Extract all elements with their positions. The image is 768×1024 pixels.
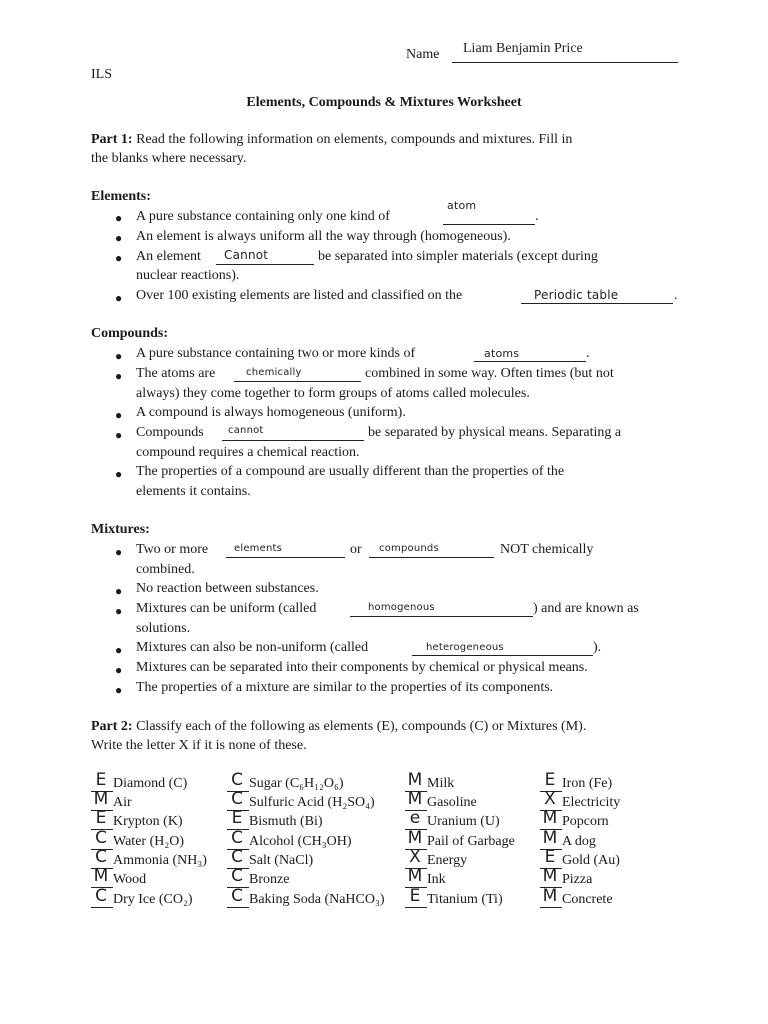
bullet: ● bbox=[115, 545, 123, 559]
blank-line bbox=[412, 655, 593, 656]
classify-item-label: Pail of Garbage bbox=[427, 834, 515, 849]
blank-line bbox=[222, 440, 364, 441]
handwritten-answer: X bbox=[544, 789, 556, 809]
mixtures-item-5: Mixtures can be separated into their components by chemical or physical means. bbox=[136, 660, 588, 675]
mixtures-item-6: The properties of a mixture are similar to the properties of its components. bbox=[136, 680, 554, 695]
part1-intro bbox=[91, 132, 572, 148]
part2-intro-line2: Write the letter X if it is none of these. bbox=[91, 738, 307, 753]
mixtures-item-4-post: ). bbox=[593, 640, 602, 655]
bullet: ● bbox=[115, 231, 123, 245]
classify-item-label: Titanium (Ti) bbox=[427, 892, 503, 907]
handwritten-answer: M bbox=[407, 828, 423, 848]
mixtures-item-3-post: ) and are known as bbox=[533, 601, 639, 616]
bullet: ● bbox=[115, 683, 123, 697]
bullet: ● bbox=[115, 211, 123, 225]
bullet: ● bbox=[115, 428, 123, 442]
blank-line bbox=[234, 381, 361, 382]
classify-item-label: Alcohol (CH₃OH) bbox=[249, 834, 352, 849]
handwritten-answer: C bbox=[231, 828, 243, 848]
compounds-item-2-pre: The atoms are bbox=[136, 366, 216, 381]
handwritten-answer: M bbox=[93, 789, 109, 809]
handwritten-answer: C bbox=[95, 847, 107, 867]
part1-text: Read the following information on elements, compounds and mixtures. Fill in bbox=[132, 132, 573, 147]
compounds-item-3: A compound is always homogeneous (uniform). bbox=[136, 405, 406, 420]
bullet: ● bbox=[115, 663, 123, 677]
handwritten-answer: E bbox=[95, 808, 107, 828]
elements-item-4-pre: Over 100 existing elements are listed and classified on the bbox=[136, 288, 463, 303]
bullet: ● bbox=[115, 604, 123, 618]
handwritten-answer: C bbox=[231, 770, 243, 790]
classify-item-label: Pizza bbox=[562, 872, 593, 887]
handwritten-answer: E bbox=[95, 770, 107, 790]
handwritten-answer: C bbox=[95, 828, 107, 848]
classify-item-label: Gold (Au) bbox=[562, 853, 620, 868]
handwritten-answer: M bbox=[93, 866, 109, 886]
handwritten-answer: M bbox=[407, 789, 423, 809]
answer-cannot: Cannot bbox=[224, 248, 269, 262]
blank-line bbox=[521, 303, 673, 304]
classify-item-label: Salt (NaCl) bbox=[249, 853, 314, 868]
mixtures-item-1-mid: or bbox=[350, 542, 362, 557]
blank-line bbox=[474, 361, 586, 362]
elements-item-1: A pure substance containing only one kind of bbox=[136, 209, 390, 224]
student-name: Liam Benjamin Price bbox=[463, 41, 583, 56]
answer-elements: elements bbox=[234, 543, 283, 554]
classify-item-label: Concrete bbox=[562, 892, 613, 907]
compounds-item-2-cont: always) they come together to form groups of atoms called molecules. bbox=[136, 386, 530, 401]
answer-heterogeneous: heterogeneous bbox=[426, 642, 504, 653]
class-code: ILS bbox=[91, 67, 112, 82]
period: . bbox=[535, 209, 539, 224]
mixtures-item-2: No reaction between substances. bbox=[136, 581, 319, 596]
handwritten-answer: M bbox=[542, 828, 558, 848]
mixtures-item-1-pre: Two or more bbox=[136, 542, 209, 557]
classify-item-label: Air bbox=[113, 795, 132, 810]
compounds-item-5: The properties of a compound are usually different than the properties of the bbox=[136, 464, 565, 479]
handwritten-answer: M bbox=[542, 808, 558, 828]
elements-heading: Elements: bbox=[91, 189, 151, 204]
handwritten-answer: E bbox=[544, 847, 556, 867]
handwritten-answer: C bbox=[231, 866, 243, 886]
classify-item-label: Wood bbox=[113, 872, 147, 887]
answer-blank bbox=[91, 907, 113, 908]
answer-compounds: compounds bbox=[379, 543, 439, 554]
answer-atom: atom bbox=[447, 199, 477, 212]
classify-item-label: Bismuth (Bi) bbox=[249, 814, 323, 829]
worksheet-title: Elements, Compounds & Mixtures Worksheet bbox=[246, 95, 522, 110]
classify-item-label: Energy bbox=[427, 853, 468, 868]
classify-item-label: Baking Soda (NaHCO₃) bbox=[249, 892, 385, 907]
answer-chemically: chemically bbox=[246, 367, 302, 378]
handwritten-answer: E bbox=[544, 770, 556, 790]
part1-label: Part 1: bbox=[91, 132, 133, 147]
mixtures-item-3-pre: Mixtures can be uniform (called bbox=[136, 601, 317, 616]
mixtures-item-1-post: NOT chemically bbox=[500, 542, 594, 557]
classify-item-label: Iron (Fe) bbox=[562, 776, 613, 791]
period: . bbox=[586, 346, 590, 361]
handwritten-answer: M bbox=[542, 866, 558, 886]
handwritten-answer: M bbox=[407, 866, 423, 886]
bullet: ● bbox=[115, 643, 123, 657]
handwritten-answer: E bbox=[231, 808, 243, 828]
classify-item-label: Milk bbox=[427, 776, 455, 791]
blank-line bbox=[443, 224, 535, 225]
answer-blank bbox=[227, 907, 249, 908]
mixtures-item-1-cont: combined. bbox=[136, 562, 195, 577]
name-underline bbox=[452, 62, 678, 63]
bullet: ● bbox=[115, 369, 123, 383]
handwritten-answer: C bbox=[231, 886, 243, 906]
blank-line bbox=[216, 264, 314, 265]
classify-item-label: Sugar (C₆H₁₂O₆) bbox=[249, 776, 344, 791]
elements-item-2: An element is always uniform all the way through (homogeneous). bbox=[136, 229, 511, 244]
elements-item-3-cont: nuclear reactions). bbox=[136, 268, 240, 283]
blank-line bbox=[369, 557, 494, 558]
blank-line bbox=[350, 616, 533, 617]
handwritten-answer: X bbox=[409, 847, 421, 867]
part1-intro-line2: the blanks where necessary. bbox=[91, 151, 247, 166]
answer-homogenous: homogenous bbox=[368, 602, 435, 613]
classify-item-label: Dry Ice (CO₂) bbox=[113, 892, 193, 907]
compounds-item-4-cont: compound requires a chemical reaction. bbox=[136, 445, 360, 460]
classify-item-label: Water (H₂O) bbox=[113, 834, 184, 849]
handwritten-answer: e bbox=[409, 808, 421, 828]
bullet: ● bbox=[115, 349, 123, 363]
classify-item-label: A dog bbox=[562, 834, 596, 849]
answer-atoms: atoms bbox=[484, 347, 520, 360]
bullet: ● bbox=[115, 584, 123, 598]
handwritten-answer: M bbox=[542, 886, 558, 906]
period: . bbox=[674, 288, 678, 303]
compounds-item-5-cont: elements it contains. bbox=[136, 484, 251, 499]
classify-item-label: Bronze bbox=[249, 872, 290, 887]
compounds-item-2-post: combined in some way. Often times (but not bbox=[365, 366, 614, 381]
part2-label: Part 2: bbox=[91, 719, 133, 734]
classify-item-label: Krypton (K) bbox=[113, 814, 183, 829]
handwritten-answer: C bbox=[231, 847, 243, 867]
compounds-item-1-pre: A pure substance containing two or more kinds of bbox=[136, 346, 416, 361]
mixtures-item-4-pre: Mixtures can also be non-uniform (called bbox=[136, 640, 369, 655]
part2-text: Classify each of the following as elements (E), compounds (C) or Mixtures (M). bbox=[132, 719, 587, 734]
handwritten-answer: C bbox=[231, 789, 243, 809]
answer-blank bbox=[540, 907, 562, 908]
classify-item-label: Diamond (C) bbox=[113, 776, 188, 791]
answer-periodic-table: Periodic table bbox=[534, 288, 619, 302]
mixtures-heading: Mixtures: bbox=[91, 522, 150, 537]
classify-item-label: Gasoline bbox=[427, 795, 477, 810]
classify-item-label: Ink bbox=[427, 872, 446, 887]
elements-item-3-post: be separated into simpler materials (except during bbox=[318, 249, 598, 264]
compounds-item-4-pre: Compounds bbox=[136, 425, 204, 440]
bullet: ● bbox=[115, 467, 123, 481]
classify-item-label: Popcorn bbox=[562, 814, 609, 829]
bullet: ● bbox=[115, 251, 123, 265]
mixtures-item-3-cont: solutions. bbox=[136, 621, 191, 636]
compounds-item-4-post: be separated by physical means. Separating a bbox=[368, 425, 622, 440]
part2-intro bbox=[91, 719, 586, 735]
name-label: Name bbox=[406, 47, 440, 62]
answer-blank bbox=[405, 907, 427, 908]
elements-item-3-pre: An element bbox=[136, 249, 201, 264]
blank-line bbox=[226, 557, 345, 558]
bullet: ● bbox=[115, 408, 123, 422]
classify-item-label: Electricity bbox=[562, 795, 621, 810]
bullet: ● bbox=[115, 291, 123, 305]
classify-item-label: Ammonia (NH₃) bbox=[113, 853, 207, 868]
classify-item-label: Sulfuric Acid (H₂SO₄) bbox=[249, 795, 375, 810]
handwritten-answer: M bbox=[407, 770, 423, 790]
classify-item-label: Uranium (U) bbox=[427, 814, 500, 829]
handwritten-answer: E bbox=[409, 886, 421, 906]
compounds-heading: Compounds: bbox=[91, 326, 169, 341]
handwritten-answer: C bbox=[95, 886, 107, 906]
answer-cannot-2: cannot bbox=[228, 425, 264, 436]
